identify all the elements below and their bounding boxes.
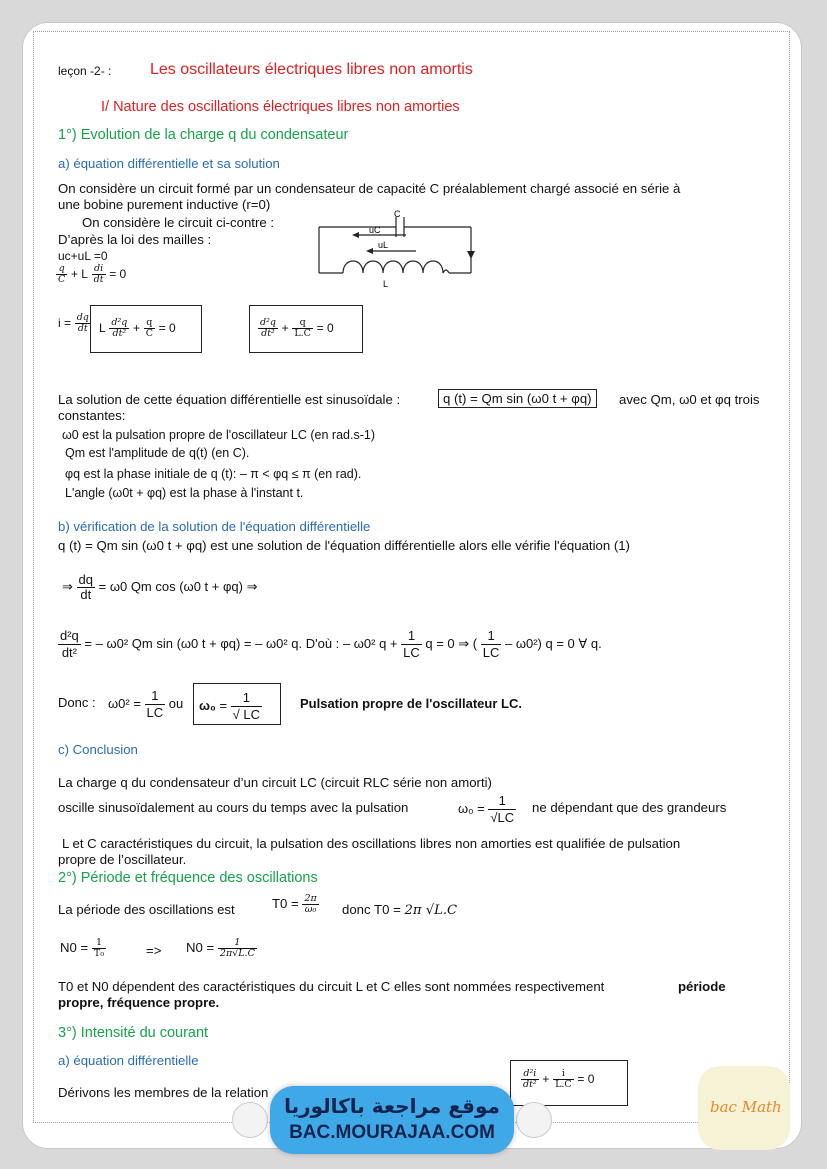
period-result: donc T0 = 2π √L.C xyxy=(342,902,458,918)
second-derivative-text-c: – ω0²) q = 0 ∀ q. xyxy=(505,635,602,651)
inductor-label: L xyxy=(383,279,389,289)
period-text: La période des oscillations est xyxy=(58,902,235,917)
subsection-a-title: a) équation différentielle et sa solution xyxy=(58,156,280,171)
second-derivative: $\frac{\text{d²q}}{\text{dt²}}$ = – ω0² Qm sin (ω0 t + φq) = – ω0² q. D'où : – ω0² q + $\frac{1}{LC}$ q = 0 ⇒ ( $\frac{1}{LC}$ – ω0²) q = 0 ∀ q. xyxy=(60,628,602,660)
def-qm: Qm est l'amplitude de q(t) (en C). xyxy=(65,446,250,460)
solution-after: avec Qm, ω0 et φq trois xyxy=(619,392,760,407)
n0-label: N0 = xyxy=(60,939,89,955)
lesson-number: leçon -2- : xyxy=(58,64,112,78)
pulsation-label: Pulsation propre de l'oscillateur LC. xyxy=(300,696,522,711)
conclusion-line-4: propre de l’oscillateur. xyxy=(58,852,187,867)
frequency-result: N0 = $\frac{1}{2\pi√L.C}$ xyxy=(186,937,255,959)
ou-text: ou xyxy=(168,695,184,711)
donc-label: Donc : xyxy=(58,695,96,710)
donc-t0-label: donc T0 = xyxy=(342,902,401,917)
solution-box: q (t) = Qm sin (ω0 t + φq) xyxy=(438,389,597,408)
lesson-title: Les oscillateurs électriques libres non amortis xyxy=(150,61,473,78)
second-derivative-text: = – ω0² Qm sin (ω0 t + φq) = – ω0² q. D'où : – ω0² q + xyxy=(84,635,398,651)
omega-squared-text: ω0² = xyxy=(108,695,141,711)
mailles-law: D’après la loi des mailles : xyxy=(58,232,212,247)
n0-label-2: N0 = xyxy=(186,939,215,955)
solution-text: La solution de cette équation différentielle est sinusoïdale : xyxy=(58,392,401,407)
verification-line: q (t) = Qm sin (ω0 t + φq) est une solution de l'équation différentielle alors elle vérifie l'équation (1) xyxy=(58,538,630,553)
section-2-title: 2°) Période et fréquence des oscillations xyxy=(58,870,318,886)
t0-label: T0 = xyxy=(272,895,299,911)
conclusion-line-2b: ne dépendant que des grandeurs xyxy=(532,800,727,815)
pulsation-box: ω₀ = $\frac{1}{√ LC}$ xyxy=(193,683,281,725)
bac-math-logo xyxy=(698,1066,790,1150)
lc-circuit-diagram xyxy=(316,205,480,290)
current-equation-box: $\frac{\text{d²i}}{\text{dt²}}$ + $\frac{i}{L.C}$ = 0 xyxy=(510,1060,628,1106)
second-derivative-text-b: q = 0 ⇒ ( xyxy=(425,635,478,651)
capacitor-label: C xyxy=(394,209,401,219)
implies-arrow: => xyxy=(146,943,162,958)
current-definition: i = $\frac{dq}{dt}$ xyxy=(58,312,89,334)
def-phi: φq est la phase initiale de q (t): – π < φq ≤ π (en rad). xyxy=(65,467,362,481)
intro-line-1: On considère un circuit formé par un condensateur de capacité C préalablement chargé associé en série à xyxy=(58,181,681,196)
conclusion-omega: ω₀ = $\frac{1}{√LC}$ xyxy=(458,793,515,825)
section-1-title: 1°) Evolution de la charge q du condensateur xyxy=(58,127,349,143)
subsection-b-title: b) vérification de la solution de l'équation différentielle xyxy=(58,519,371,534)
conclusion-line-1: La charge q du condensateur d’un circuit LC (circuit RLC série non amorti) xyxy=(58,775,492,790)
bac-math-logo-text: bac Math xyxy=(710,1098,782,1116)
constants-label: constantes: xyxy=(58,408,126,423)
conclusion-line-2: oscille sinusoïdalement au cours du temps avec la pulsation xyxy=(58,800,409,815)
voltage-sum: uc+uL =0 xyxy=(58,249,108,263)
part-title: I/ Nature des oscillations électriques libres non amorties xyxy=(101,99,460,115)
intro-line-2: une bobine purement inductive (r=0) xyxy=(58,197,271,212)
dependence-bold-2: propre, fréquence propre. xyxy=(58,995,220,1010)
circuit-reference: On considère le circuit ci-contre : xyxy=(82,215,275,230)
section-3-title: 3°) Intensité du courant xyxy=(58,1025,209,1041)
dependence-bold-1: période xyxy=(678,979,726,994)
site-url[interactable]: BAC.MOURAJAA.COM xyxy=(289,1122,495,1143)
uc-label: uC xyxy=(369,225,381,235)
mesh-equation: $\frac{q}{C}$ + L $\frac{di}{dt}$ = 0 xyxy=(58,263,127,285)
diff-equation-box-2: $\frac{\text{d²q}}{\text{dt²}}$ + $\frac{q}{L.C}$ = 0 xyxy=(249,305,363,353)
left-logo-icon xyxy=(232,1102,268,1138)
subsection-3a-title: a) équation différentielle xyxy=(58,1053,199,1068)
site-name-arabic: موقع مراجعة باكالوريا xyxy=(284,1094,500,1118)
first-derivative-text: = ω0 Qm cos (ω0 t + φq) ⇒ xyxy=(98,578,258,594)
omega-squared-eq: ω0² = $\frac{1}{LC}$ ou xyxy=(108,688,184,720)
def-omega0: ω0 est la pulsation propre de l'oscillateur LC (en rad.s-1) xyxy=(62,428,375,442)
derivons-line: Dérivons les membres de la relation xyxy=(58,1085,269,1100)
subsection-c-title: c) Conclusion xyxy=(58,742,138,757)
dependence-line-1: T0 et N0 dépendent des caractéristiques du circuit L et C elles sont nommées respectivement xyxy=(58,979,605,994)
diff-equation-box-1: L $\frac{\text{d²q}}{\text{dt²}}$ + $\frac{q}{C}$ = 0 xyxy=(90,305,202,353)
frequency-formula: N0 = $\frac{1}{\text{T₀}}$ xyxy=(60,937,105,959)
period-formula: T0 = $\frac{2\pi}{\text{ω₀}}$ xyxy=(272,893,317,915)
ul-label: uL xyxy=(378,240,389,250)
def-phase: L'angle (ω0t + φq) est la phase à l'instant t. xyxy=(65,486,304,500)
conclusion-line-3: L et C caractéristiques du circuit, la pulsation des oscillations libres non amorties est qualifiée de pulsation xyxy=(62,836,681,851)
first-derivative: ⇒ $\frac{dq}{dt}$ = ω0 Qm cos (ω0 t + φq) ⇒ xyxy=(62,572,258,602)
right-logo-icon xyxy=(516,1102,552,1138)
site-banner[interactable] xyxy=(270,1086,514,1154)
